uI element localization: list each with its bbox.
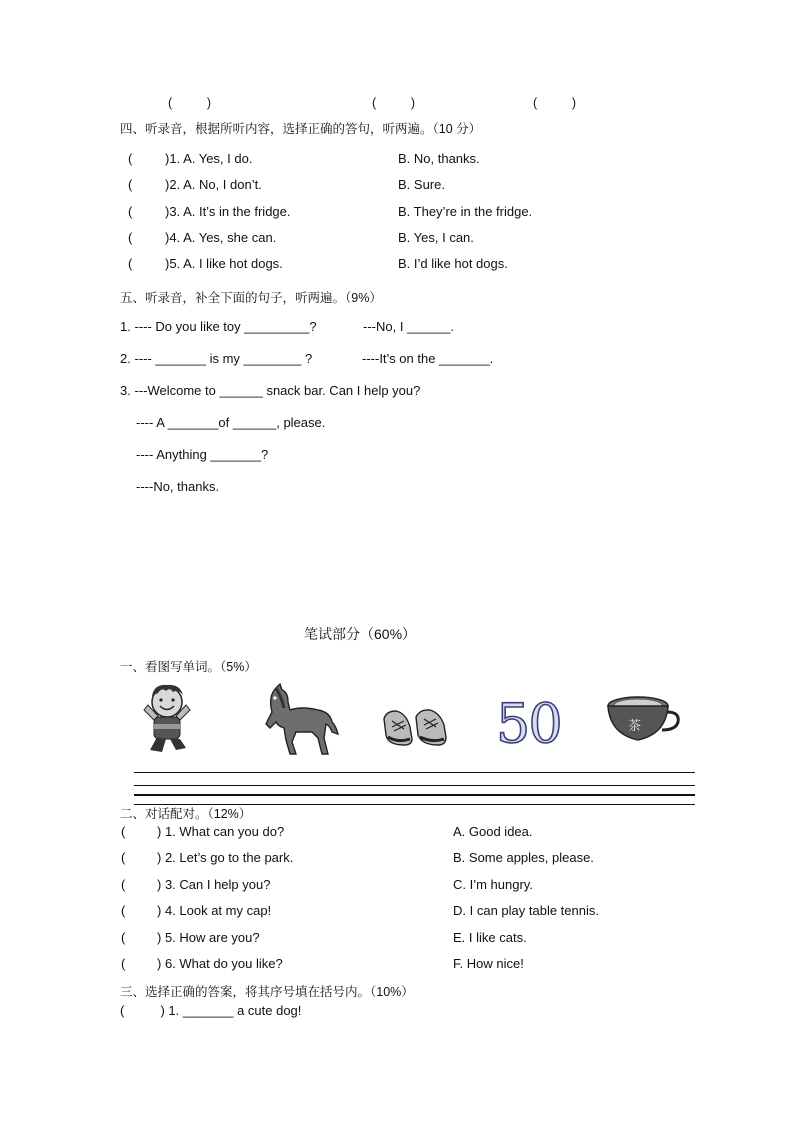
- fill-line-1a[interactable]: 1. ---- Do you like toy _________?: [120, 319, 317, 334]
- match-answer: F. How nice!: [453, 956, 524, 971]
- match-answer: C. I’m hungry.: [453, 877, 533, 892]
- match-bracket[interactable]: (: [121, 877, 126, 892]
- match-question: ) 6. What do you like?: [157, 956, 283, 971]
- question-bracket[interactable]: (: [128, 151, 133, 166]
- answer-bracket-3[interactable]: ( ): [533, 96, 577, 110]
- shoes-icon: [382, 707, 448, 749]
- question-option-b: B. They’re in the fridge.: [398, 204, 533, 219]
- match-bracket[interactable]: (: [121, 903, 126, 918]
- match-question: ) 4. Look at my cap!: [157, 903, 272, 918]
- fill-line-3[interactable]: 3. ---Welcome to ______ snack bar. Can I help you?: [120, 383, 421, 398]
- fill-line-2b[interactable]: ----It’s on the _______.: [362, 351, 494, 366]
- section-heading-fill-sentences: 五、听录音，补全下面的句子，听两遍。（9%）: [120, 291, 382, 305]
- section-heading-listening-answers: 四、听录音，根据所听内容，选择正确的答句，听两遍。（10 分）: [120, 122, 482, 136]
- tea-cup-icon: [604, 694, 682, 746]
- question-bracket[interactable]: (: [128, 204, 133, 219]
- fill-line-2a[interactable]: 2. ---- _______ is my ________ ?: [120, 351, 313, 366]
- match-bracket[interactable]: (: [121, 956, 126, 971]
- number-50-icon: 50: [496, 692, 561, 755]
- writing-line[interactable]: [134, 794, 695, 796]
- match-question: ) 5. How are you?: [157, 930, 260, 945]
- question-option-b: B. I’d like hot dogs.: [398, 256, 508, 271]
- horse-icon: [262, 682, 340, 758]
- written-part-title: 笔试部分（60%）: [304, 626, 417, 642]
- question-bracket[interactable]: (: [128, 177, 133, 192]
- section-heading-choose-answer: 三、选择正确的答案，将其序号填在括号内。（10%）: [120, 985, 414, 999]
- match-question: ) 3. Can I help you?: [157, 877, 271, 892]
- fill-line-5[interactable]: ---- Anything _______?: [136, 447, 269, 462]
- question-bracket[interactable]: (: [128, 256, 133, 271]
- match-answer: B. Some apples, please.: [453, 850, 594, 865]
- question-option-b: B. Yes, I can.: [398, 230, 474, 245]
- section-heading-dialogue-match: 二、对话配对。（12%）: [120, 807, 252, 821]
- fill-line-4[interactable]: ---- A _______of ______, please.: [136, 415, 326, 430]
- answer-bracket-1[interactable]: ( ): [168, 96, 212, 110]
- question-option-a: )4. A. Yes, she can.: [165, 230, 277, 245]
- match-bracket[interactable]: (: [121, 850, 126, 865]
- question-option-a: )5. A. I like hot dogs.: [165, 256, 283, 271]
- question-option-a: )2. A. No, I don’t.: [165, 177, 262, 192]
- match-question: ) 2. Let’s go to the park.: [157, 850, 294, 865]
- fill-line-6: ----No, thanks.: [136, 479, 220, 494]
- choice-question-1[interactable]: ( ) 1. _______ a cute dog!: [120, 1003, 302, 1018]
- writing-line[interactable]: [134, 785, 695, 786]
- question-option-a: )3. A. It’s in the fridge.: [165, 204, 291, 219]
- question-option-b: B. No, thanks.: [398, 151, 480, 166]
- question-bracket[interactable]: (: [128, 230, 133, 245]
- question-option-b: B. Sure.: [398, 177, 445, 192]
- match-answer: D. I can play table tennis.: [453, 903, 599, 918]
- answer-bracket-2[interactable]: ( ): [372, 96, 416, 110]
- match-bracket[interactable]: (: [121, 824, 126, 839]
- match-answer: A. Good idea.: [453, 824, 533, 839]
- match-bracket[interactable]: (: [121, 930, 126, 945]
- tea-character: 茶: [628, 719, 642, 734]
- writing-line[interactable]: [134, 772, 695, 773]
- boy-icon: [140, 680, 196, 758]
- match-answer: E. I like cats.: [453, 930, 527, 945]
- section-heading-picture-words: 一、看图写单词。（5%）: [120, 660, 257, 674]
- question-option-a: )1. A. Yes, I do.: [165, 151, 253, 166]
- match-question: ) 1. What can you do?: [157, 824, 285, 839]
- fill-line-1b[interactable]: ---No, I ______.: [363, 319, 455, 334]
